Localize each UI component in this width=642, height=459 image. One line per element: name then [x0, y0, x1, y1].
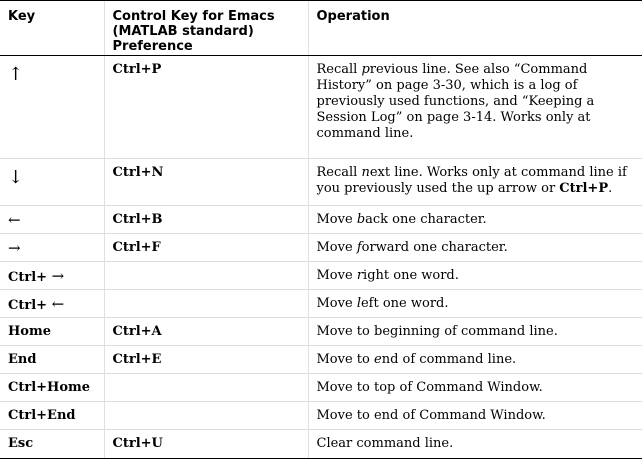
table-row: [0, 402, 642, 430]
operation-cell: Move to end of command line.: [308, 346, 642, 374]
key-cell: Esc: [0, 430, 104, 459]
table-row: [0, 206, 642, 234]
ctrl-cell: Ctrl+E: [104, 346, 308, 374]
table-row: [0, 290, 642, 318]
ctrl-cell: [104, 262, 308, 290]
ctrl-cell: Ctrl+F: [104, 234, 308, 262]
ctrl-cell: Ctrl+B: [104, 206, 308, 234]
key-cell: Home: [0, 318, 104, 346]
key-cell: End: [0, 346, 104, 374]
key-cell: Ctrl+ ←: [0, 290, 104, 318]
ctrl-cell: [104, 402, 308, 430]
table-row: [0, 234, 642, 262]
operation-cell: Move left one word.: [308, 290, 642, 318]
operation-cell: Move back one character.: [308, 206, 642, 234]
operation-cell: Move to top of Command Window.: [308, 374, 642, 402]
table-row: [0, 318, 642, 346]
header-operation: Operation: [308, 1, 642, 56]
key-cell: Ctrl+ →: [0, 262, 104, 290]
left-arrow-icon: ←: [8, 211, 21, 229]
header-control-key: Control Key for Emacs (MATLAB standard) Preference: [104, 1, 308, 56]
right-arrow-icon: →: [51, 267, 65, 285]
ctrl-cell: [104, 374, 308, 402]
key-cell: [0, 159, 104, 206]
table-row: [0, 56, 642, 159]
key-cell: [0, 234, 104, 262]
header-row: [0, 1, 642, 56]
table-row: [0, 430, 642, 459]
key-cell: Ctrl+End: [0, 402, 104, 430]
table-row: [0, 262, 642, 290]
operation-cell: Clear command line.: [308, 430, 642, 459]
header-key: Key: [0, 1, 104, 56]
table-row: [0, 374, 642, 402]
operation-cell: Move forward one character.: [308, 234, 642, 262]
key-cell: [0, 56, 104, 159]
operation-cell: Move to end of Command Window.: [308, 402, 642, 430]
up-arrow-icon: ↑: [8, 64, 24, 85]
table-row: [0, 346, 642, 374]
operation-cell: Move right one word.: [308, 262, 642, 290]
operation-cell: Move to beginning of command line.: [308, 318, 642, 346]
key-cell: [0, 206, 104, 234]
left-arrow-icon: ←: [51, 295, 65, 313]
right-arrow-icon: →: [8, 239, 21, 257]
ctrl-cell: Ctrl+N: [104, 159, 308, 206]
operation-cell: Recall next line. Works only at command line if you previously used the up arrow or Ctrl+P.: [308, 159, 642, 206]
down-arrow-icon: ↓: [8, 167, 24, 188]
ctrl-cell: Ctrl+P: [104, 56, 308, 159]
operation-cell: Recall previous line. See also “Command History” on page 3-30, which is a log of previously used functions, and “Keeping a Session Log” on page 3-14. Works only at command line.: [308, 56, 642, 159]
ctrl-cell: [104, 290, 308, 318]
key-cell: Ctrl+Home: [0, 374, 104, 402]
ctrl-cell: Ctrl+U: [104, 430, 308, 459]
table-row: [0, 159, 642, 206]
ctrl-cell: Ctrl+A: [104, 318, 308, 346]
